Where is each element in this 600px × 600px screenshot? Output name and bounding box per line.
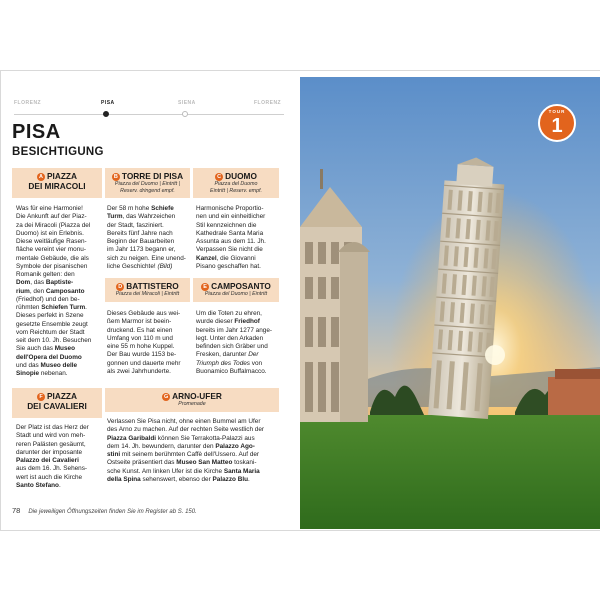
marker-f-icon: F [37,393,45,401]
sight-header-camposanto: E CAMPOSANTO Piazza del Duomo | Eintritt [193,278,279,302]
sight-header-piazza-dei-miracoli: A PIAZZA DEI MIRACOLI [12,168,102,198]
text-battistero: Dieses Gebäude aus wei- ßem Marmor ist beein- druckend. Es hat einen Umfang von 110 m und eine 55 m hohe Kuppel. Der Bau wurde 1153 be- gonnen und dauerte mehr als zwei Jahrhunderte. [107,310,181,375]
nav-item-siena[interactable]: SIENA [178,100,196,106]
sight-header-arno-ufer: G ARNO-UFER Promenade [105,388,279,412]
nav-item-florenz-start[interactable]: FLORENZ [14,100,42,106]
nav-item-pisa[interactable]: PISA [101,100,115,106]
sight-header-piazza-dei-cavalieri: F PIAZZA DEI CAVALIERI [12,388,102,418]
marker-b-icon: B [112,173,120,181]
footer-note: Die jeweiligen Öffnungszeiten finden Sie im Register ab S. 150. [28,509,197,515]
marker-c-icon: C [215,173,223,181]
marker-d-icon: D [116,283,124,291]
tour-label: TOUR [548,109,566,114]
marker-e-icon: E [201,283,209,291]
text-arno-ufer: Verlassen Sie Pisa nicht, ohne einen Bummel am Ufer des Arno zu machen. Auf der rechten Seite westlich der Piazza Garibaldi können Sie Terrakotta-Palazzi aus dem 14. Jh. bewundern, darunter den Palazzo Ago- stini mit seinem berühmten Caffè dell'Ussero. Auf der Ostseite präsentiert das Museo San Matteo toskani- sche Kunst. Am linken Ufer ist die Kirche Santa Maria della Spina sehenswert, ebenso der Palazzo Blu. [107,418,265,483]
marker-a-icon: A [37,173,45,181]
tour-number: 1 [551,115,563,137]
page-title: PISA [12,121,61,143]
text-piazza-dei-cavalieri: Der Platz ist das Herz der Stadt und wird von meh- reren Palästen gesäumt, darunter der imposante Palazzo dei Cavalieri aus dem 16. Jh. Sehens- wert ist auch die Kirche Santo Stefano. [16,424,89,489]
text-camposanto: Um die Toten zu ehren, wurde dieser Friedhof bereits im Jahr 1277 ange- legt. Unter den Arkaden befinden sich Gräber und Fresken, darunter Der Triumph des Todes von Buonamico Buffalmacco. [196,310,273,375]
text-piazza-dei-miracoli: Was für eine Harmonie! Die Ankunft auf der Piaz- za dei Miracoli (Piazza del Duomo) ist ein Erlebnis. Diese weitläufige Rasen- fläche vereint vier monu- mentale Gebäude, die als Symbole der pisanischen Romanik gelten: den Dom, das Baptiste- rium, den Camposanto (Friedhof) und den be- rühmten Schiefen Turm. Dieses perfekt in Szene gesetzte Ensemble zeugt vom Reichtum der Stadt seit dem 10. Jh. Besuchen Sie auch das Museo dell'Opera del Duomo und das Museo delle Sinopie nebenan. [16,205,92,377]
sight-header-duomo: C DUOMO Piazza del Duomo Eintritt | Reserv. empf. [193,168,279,198]
spread-border [0,70,600,531]
page-number: 78 [12,506,21,515]
text-duomo: Harmonische Proportio- nen und ein einheitlicher Stil kennzeichnen die Kathedrale Santa Maria Assunta aus dem 11. Jh. Verpassen Sie nicht die Kanzel, die Giovanni Pisano geschaffen hat. [196,205,266,270]
marker-g-icon: G [163,394,169,400]
nav-item-florenz-end[interactable]: FLORENZ [254,100,282,106]
sight-header-torre-di-pisa: B TORRE DI PISA Piazza del Duomo | Eintritt | Reserv. dringend empf. [105,168,190,198]
text-torre-di-pisa: Der 58 m hohe Schiefe Turm, das Wahrzeichen der Stadt, fasziniert. Bereits fünf Jahre nach Beginn der Bauarbeiten im Jahr 1173 begann er, sich zu neigen. Eine unend- liche Geschichte! (Bild) [107,205,186,270]
sight-header-battistero: D BATTISTERO Piazza dei Miracoli | Eintritt [105,278,190,302]
section-subtitle: BESICHTIGUNG [12,146,104,158]
